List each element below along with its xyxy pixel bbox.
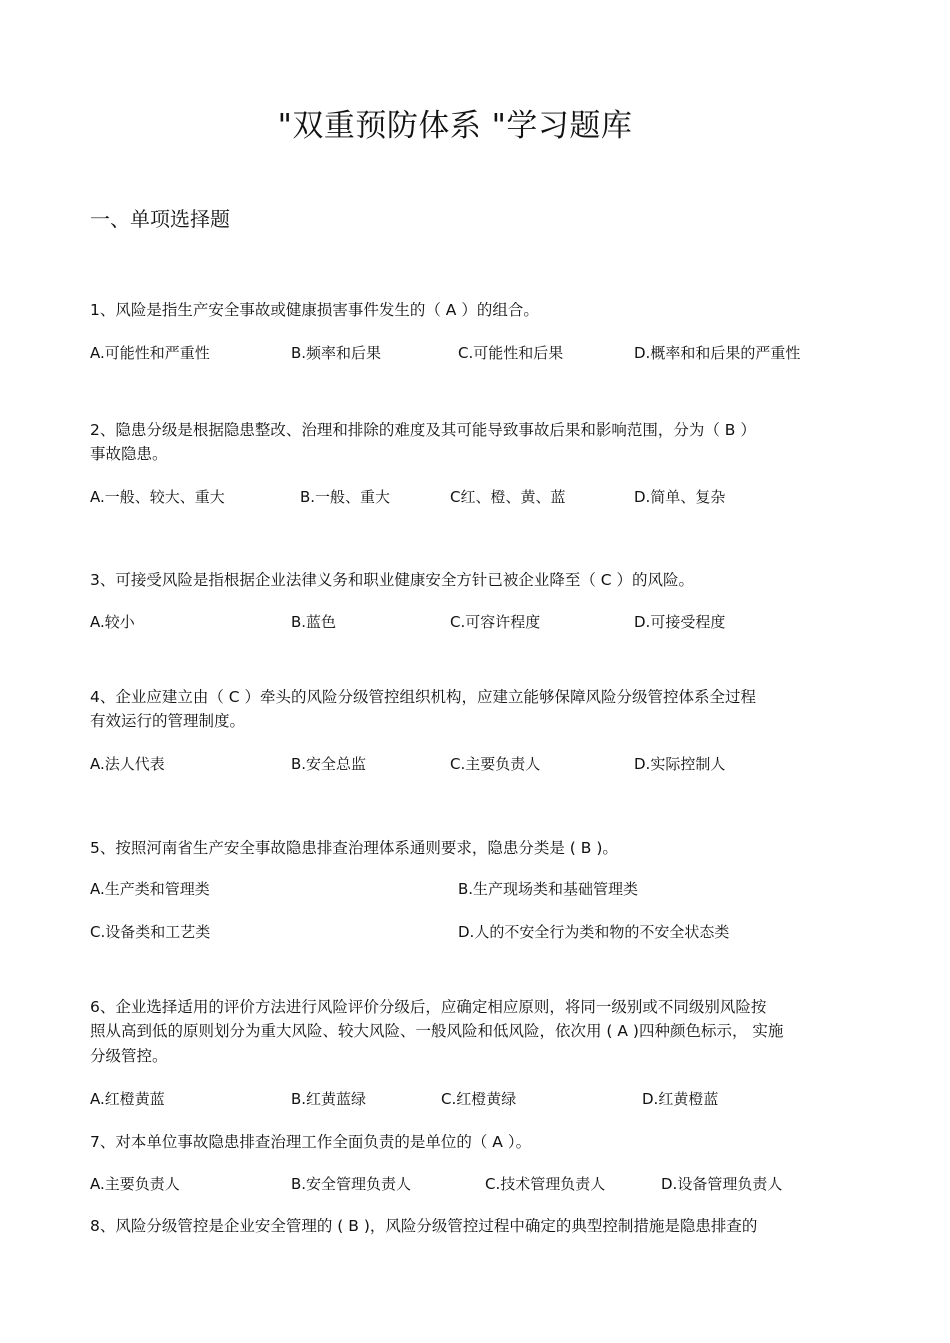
question-2-line-1: 2、隐患分级是根据隐患整改、治理和排除的难度及其可能导致事故后果和影响范围，分为（ B ） (90, 421, 756, 439)
q7-option-c: C.技术管理负责人 (485, 1175, 606, 1193)
question-6-line-2: 照从高到低的原则划分为重大风险、较大风险、一般风险和低风险，依次用 ( A )四种颜色标示， 实施 (90, 1022, 784, 1040)
question-8-line-1: 8、风险分级管控是企业安全管理的 ( B )，风险分级管控过程中确定的典型控制措施是隐患排查的 (90, 1217, 758, 1235)
q4-option-b: B.安全总监 (291, 755, 367, 773)
q5-option-b: B.生产现场类和基础管理类 (458, 880, 639, 898)
question-2-line-2: 事故隐患。 (90, 445, 168, 463)
q2-option-d: D.简单、复杂 (634, 488, 726, 506)
document-title: "双重预防体系 "学习题库 (277, 108, 633, 144)
q1-option-d: D.概率和和后果的严重性 (634, 344, 801, 362)
q3-option-c: C.可容许程度 (450, 613, 541, 631)
q7-option-d: D.设备管理负责人 (661, 1175, 783, 1193)
question-6-line-3: 分级管控。 (90, 1047, 168, 1065)
q1-option-c: C.可能性和后果 (458, 344, 564, 362)
q4-option-a: A.法人代表 (90, 755, 165, 773)
q2-option-a: A.一般、较大、重大 (90, 488, 225, 506)
question-4-line-1: 4、企业应建立由（ C ）牵头的风险分级管控组织机构，应建立能够保障风险分级管控体系全过程 (90, 688, 757, 706)
q7-option-b: B.安全管理负责人 (291, 1175, 412, 1193)
q1-option-a: A.可能性和严重性 (90, 344, 210, 362)
q4-option-c: C.主要负责人 (450, 755, 541, 773)
question-1-line-1: 1、风险是指生产安全事故或健康损害事件发生的（ A ）的组合。 (90, 301, 539, 319)
q3-option-b: B.蓝色 (291, 613, 337, 631)
q5-option-d: D.人的不安全行为类和物的不安全状态类 (458, 923, 730, 941)
q6-option-b: B.红黄蓝绿 (291, 1090, 367, 1108)
q2-option-c: C红、橙、黄、蓝 (450, 488, 566, 506)
q2-option-b: B.一般、重大 (300, 488, 391, 506)
q1-option-b: B.频率和后果 (291, 344, 382, 362)
q6-option-c: C.红橙黄绿 (441, 1090, 517, 1108)
q5-option-a: A.生产类和管理类 (90, 880, 210, 898)
q4-option-d: D.实际控制人 (634, 755, 726, 773)
question-7-line-1: 7、对本单位事故隐患排查治理工作全面负责的是单位的（ A ）。 (90, 1133, 532, 1151)
q6-option-d: D.红黄橙蓝 (642, 1090, 719, 1108)
q7-option-a: A.主要负责人 (90, 1175, 180, 1193)
question-4-line-2: 有效运行的管理制度。 (90, 712, 246, 730)
q3-option-d: D.可接受程度 (634, 613, 726, 631)
q6-option-a: A.红橙黄蓝 (90, 1090, 165, 1108)
section-heading: 一、单项选择题 (90, 207, 230, 231)
question-6-line-1: 6、企业选择适用的评价方法进行风险评价分级后，应确定相应原则，将同一级别或不同级别风险按 (90, 998, 767, 1016)
question-3-line-1: 3、可接受风险是指根据企业法律义务和职业健康安全方针已被企业降至（ C ）的风险。 (90, 571, 695, 589)
q3-option-a: A.较小 (90, 613, 135, 631)
q5-option-c: C.设备类和工艺类 (90, 923, 211, 941)
question-5-line-1: 5、按照河南省生产安全事故隐患排查治理体系通则要求，隐患分类是 ( B )。 (90, 839, 618, 857)
